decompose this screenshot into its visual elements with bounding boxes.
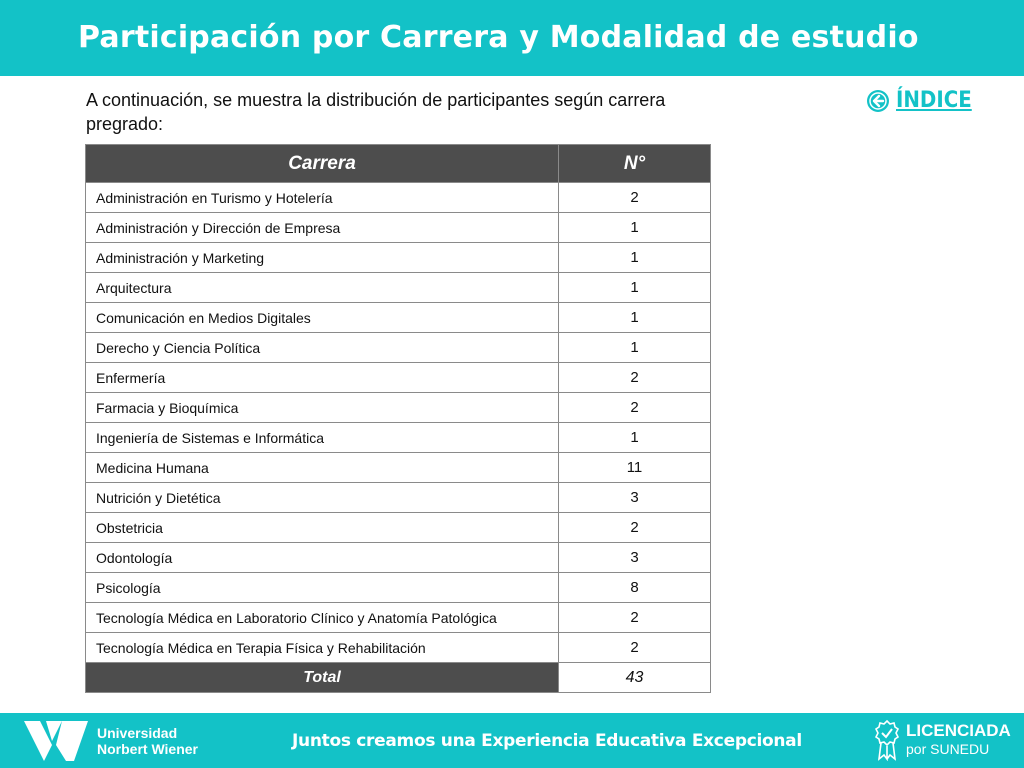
carrera-cell: Administración y Marketing xyxy=(86,243,559,273)
index-link-label: ÍNDICE xyxy=(896,88,972,113)
table-body xyxy=(86,183,711,693)
count-cell: 2 xyxy=(559,363,711,393)
table-row xyxy=(86,633,711,663)
table-row xyxy=(86,183,711,213)
carrera-cell: Medicina Humana xyxy=(86,453,559,483)
count-cell: 2 xyxy=(559,603,711,633)
count-cell: 3 xyxy=(559,543,711,573)
badge-line2: por SUNEDU xyxy=(906,741,990,757)
count-cell: 1 xyxy=(559,243,711,273)
university-name xyxy=(97,725,198,757)
count-cell: 1 xyxy=(559,213,711,243)
count-cell: 8 xyxy=(559,573,711,603)
table-row xyxy=(86,273,711,303)
carrera-cell: Tecnología Médica en Laboratorio Clínico y Anatomía Patológica xyxy=(86,603,559,633)
count-cell: 2 xyxy=(559,183,711,213)
carrera-cell: Administración y Dirección de Empresa xyxy=(86,213,559,243)
university-name-line2: Norbert Wiener xyxy=(97,741,199,757)
count-cell: 2 xyxy=(559,513,711,543)
carrera-cell: Nutrición y Dietética xyxy=(86,483,559,513)
index-link[interactable] xyxy=(866,88,972,113)
count-cell: 1 xyxy=(559,273,711,303)
carrera-cell: Enfermería xyxy=(86,363,559,393)
table-row xyxy=(86,483,711,513)
column-header-carrera: Carrera xyxy=(86,145,559,183)
count-cell: 11 xyxy=(559,453,711,483)
arrow-left-circle-icon xyxy=(866,89,890,113)
page-title: Participación por Carrera y Modalidad de estudio xyxy=(78,20,919,55)
seal-check-icon xyxy=(874,719,900,761)
table-row xyxy=(86,603,711,633)
count-cell: 1 xyxy=(559,333,711,363)
table-row xyxy=(86,363,711,393)
table-row xyxy=(86,213,711,243)
carrera-cell: Obstetricia xyxy=(86,513,559,543)
table-row xyxy=(86,333,711,363)
carrera-cell: Administración en Turismo y Hotelería xyxy=(86,183,559,213)
carrera-cell: Psicología xyxy=(86,573,559,603)
carrera-cell: Odontología xyxy=(86,543,559,573)
table-row xyxy=(86,543,711,573)
count-cell: 1 xyxy=(559,303,711,333)
table-row xyxy=(86,393,711,423)
column-header-n: N° xyxy=(559,145,711,183)
total-value: 43 xyxy=(559,663,711,693)
table-row xyxy=(86,243,711,273)
table-row xyxy=(86,453,711,483)
count-cell: 1 xyxy=(559,423,711,453)
total-label: Total xyxy=(86,663,559,693)
table-row xyxy=(86,303,711,333)
table-row xyxy=(86,513,711,543)
participants-table xyxy=(85,144,711,693)
table-row xyxy=(86,423,711,453)
carrera-cell: Arquitectura xyxy=(86,273,559,303)
count-cell: 2 xyxy=(559,393,711,423)
intro-text: A continuación, se muestra la distribución de participantes según carrera pregrado: xyxy=(86,90,666,134)
carrera-cell: Tecnología Médica en Terapia Física y Rehabilitación xyxy=(86,633,559,663)
sunedu-badge xyxy=(874,719,1011,761)
table-row xyxy=(86,573,711,603)
carrera-cell: Comunicación en Medios Digitales xyxy=(86,303,559,333)
table-header-row xyxy=(86,145,711,183)
header-bar xyxy=(0,0,1024,76)
count-cell: 3 xyxy=(559,483,711,513)
count-cell: 2 xyxy=(559,633,711,663)
carrera-cell: Derecho y Ciencia Política xyxy=(86,333,559,363)
university-name-line1: Universidad xyxy=(97,725,178,741)
footer-tagline: Juntos creamos una Experiencia Educativa Excepcional xyxy=(292,731,802,751)
footer-bar xyxy=(0,713,1024,768)
badge-line1: LICENCIADA xyxy=(906,721,1011,740)
table-total-row xyxy=(86,663,711,693)
carrera-cell: Ingeniería de Sistemas e Informática xyxy=(86,423,559,453)
university-logo-icon xyxy=(22,717,90,765)
carrera-cell: Farmacia y Bioquímica xyxy=(86,393,559,423)
